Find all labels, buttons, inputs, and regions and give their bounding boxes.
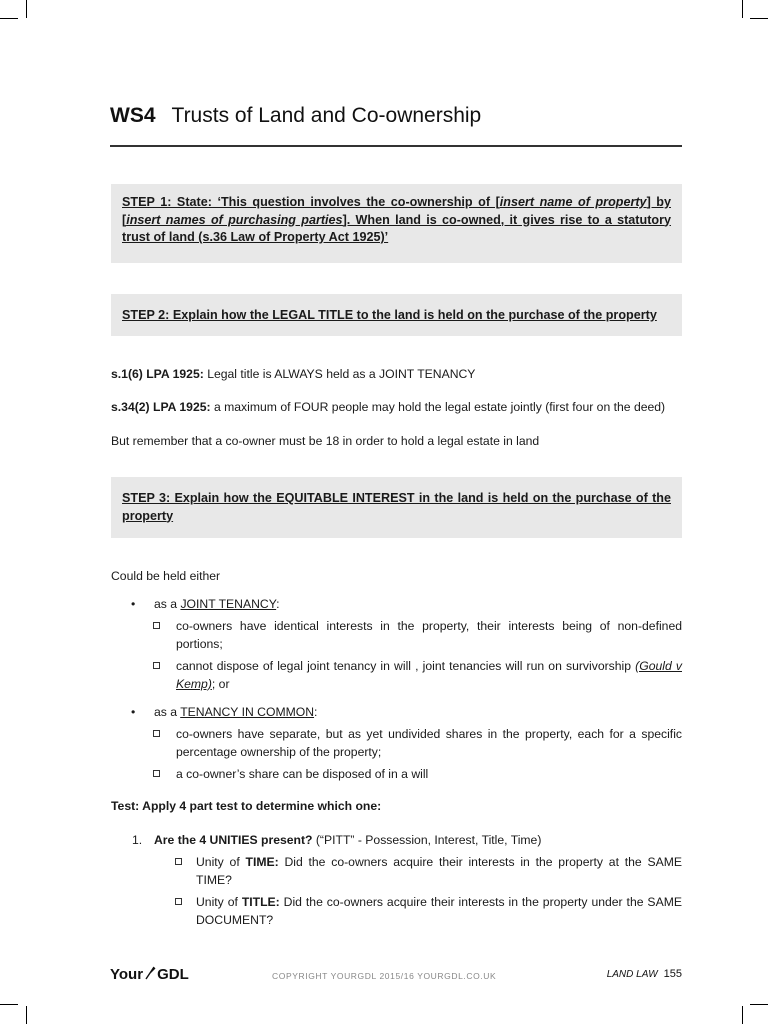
bullet-prefix: as a <box>154 705 181 719</box>
section-label: LAND LAW <box>606 969 658 980</box>
step1-placeholder-parties: insert names of purchasing parties <box>126 212 343 227</box>
bullet-icon: • <box>131 705 136 719</box>
step1-text: STEP 1: State: ‘This question involves the co-ownership of [ <box>122 195 500 209</box>
list-item-text: co-owners have identical interests in the property, their interests being of non-defined portions; <box>176 619 682 651</box>
list-item-text: Did the co-owners acquire their interests in the property under the SAME DOCUMENT? <box>196 895 682 927</box>
list-item <box>153 618 682 653</box>
statute-ref: s.34(2) LPA 1925: <box>111 400 211 414</box>
crop-mark <box>742 1006 743 1024</box>
copyright-notice: COPYRIGHT YOURGDL 2015/16 YOURGDL.CO.UK <box>272 971 497 981</box>
header-rule <box>110 145 682 147</box>
page-number-block <box>607 968 682 980</box>
checkbox-bullet-icon <box>175 858 182 865</box>
case-citation: (Gould v Kemp) <box>176 659 682 691</box>
list-item <box>153 726 682 761</box>
step3-box <box>111 477 682 538</box>
checkbox-bullet-icon <box>175 898 182 905</box>
list-item <box>153 658 682 693</box>
list-item <box>153 766 682 784</box>
step2-text: STEP 2: Explain how the LEGAL TITLE to the land is held on the purchase of the property <box>122 308 657 322</box>
legal-rule-1 <box>111 366 682 384</box>
page-number: 155 <box>663 968 682 980</box>
checkbox-bullet-icon <box>153 730 160 737</box>
bullet-icon: • <box>131 597 136 611</box>
crop-mark <box>0 18 18 19</box>
bullet-suffix: : <box>276 597 280 611</box>
legal-rule-2 <box>111 399 682 417</box>
test-heading: Test: Apply 4 part test to determine which one: <box>111 799 382 813</box>
list-item-text: Unity of <box>196 895 242 909</box>
list-item-text: a co-owner’s share can be disposed of in a will <box>176 767 429 781</box>
list-item-text: co-owners have separate, but as yet undivided shares in the property, each for a specific percentage ownership of the property; <box>176 727 682 759</box>
question-lead: Are the 4 UNITIES present? <box>154 833 313 847</box>
bullet-prefix: as a <box>154 597 181 611</box>
step1-text: ]. When land is co-owned, it gives rise to a statutory trust of land (s.36 Law of Property Act 1925)’ <box>122 212 671 244</box>
crop-mark <box>0 1004 18 1005</box>
step1-placeholder-property: insert name of property <box>499 195 647 209</box>
crop-mark <box>750 18 768 19</box>
step1-box <box>111 184 682 263</box>
numbered-item-1 <box>132 832 682 850</box>
list-item-text: Unity of <box>196 855 246 869</box>
checkbox-bullet-icon <box>153 662 160 669</box>
bullet-suffix: : <box>314 705 318 719</box>
unity-label: TIME: <box>245 855 279 869</box>
list-item-text: Did the co-owners acquire their interests in the property at the SAME TIME? <box>196 855 682 887</box>
page-header <box>110 104 682 128</box>
checkbox-bullet-icon <box>153 622 160 629</box>
legal-rule-text: a maximum of FOUR people may hold the legal estate jointly (first four on the deed) <box>210 400 666 414</box>
step3-text: STEP 3: Explain how the EQUITABLE INTEREST in the land is held on the purchase of the property <box>122 491 671 523</box>
logo-text: Your <box>110 966 144 983</box>
crop-mark <box>750 1004 768 1005</box>
list-item-text: ; or <box>211 676 230 691</box>
list-item <box>175 894 682 929</box>
legal-rule-text: Legal title is ALWAYS held as a JOINT TENANCY <box>203 367 476 381</box>
could-be-held: Could be held either <box>111 569 221 583</box>
list-item-text: cannot dispose of legal joint tenancy in will , joint tenancies will run on survivorship <box>176 659 636 673</box>
unity-label: TITLE: <box>241 895 280 909</box>
tenancy-in-common-label: TENANCY IN COMMON <box>180 705 315 719</box>
list-item <box>175 854 682 889</box>
step2-box <box>111 294 682 336</box>
crop-mark <box>26 1006 27 1024</box>
joint-tenancy-label: JOINT TENANCY <box>180 597 277 611</box>
checkbox-bullet-icon <box>153 770 160 777</box>
question-text: (“PITT” - Possession, Interest, Title, Time) <box>312 833 542 847</box>
yourgdl-logo <box>110 966 189 983</box>
step1-text: ] by [ <box>122 195 671 227</box>
worksheet-code: WS4 <box>110 104 156 127</box>
item-number: 1. <box>132 833 143 847</box>
crop-mark <box>26 0 27 18</box>
crop-mark <box>742 0 743 18</box>
remember-note: But remember that a co-owner must be 18 in order to hold a legal estate in land <box>111 434 540 448</box>
logo-text: GDL <box>157 966 189 983</box>
page-title: Trusts of Land and Co-ownership <box>171 104 482 127</box>
statute-ref: s.1(6) LPA 1925: <box>111 367 204 381</box>
quill-icon <box>144 966 156 980</box>
page-footer <box>110 966 682 988</box>
